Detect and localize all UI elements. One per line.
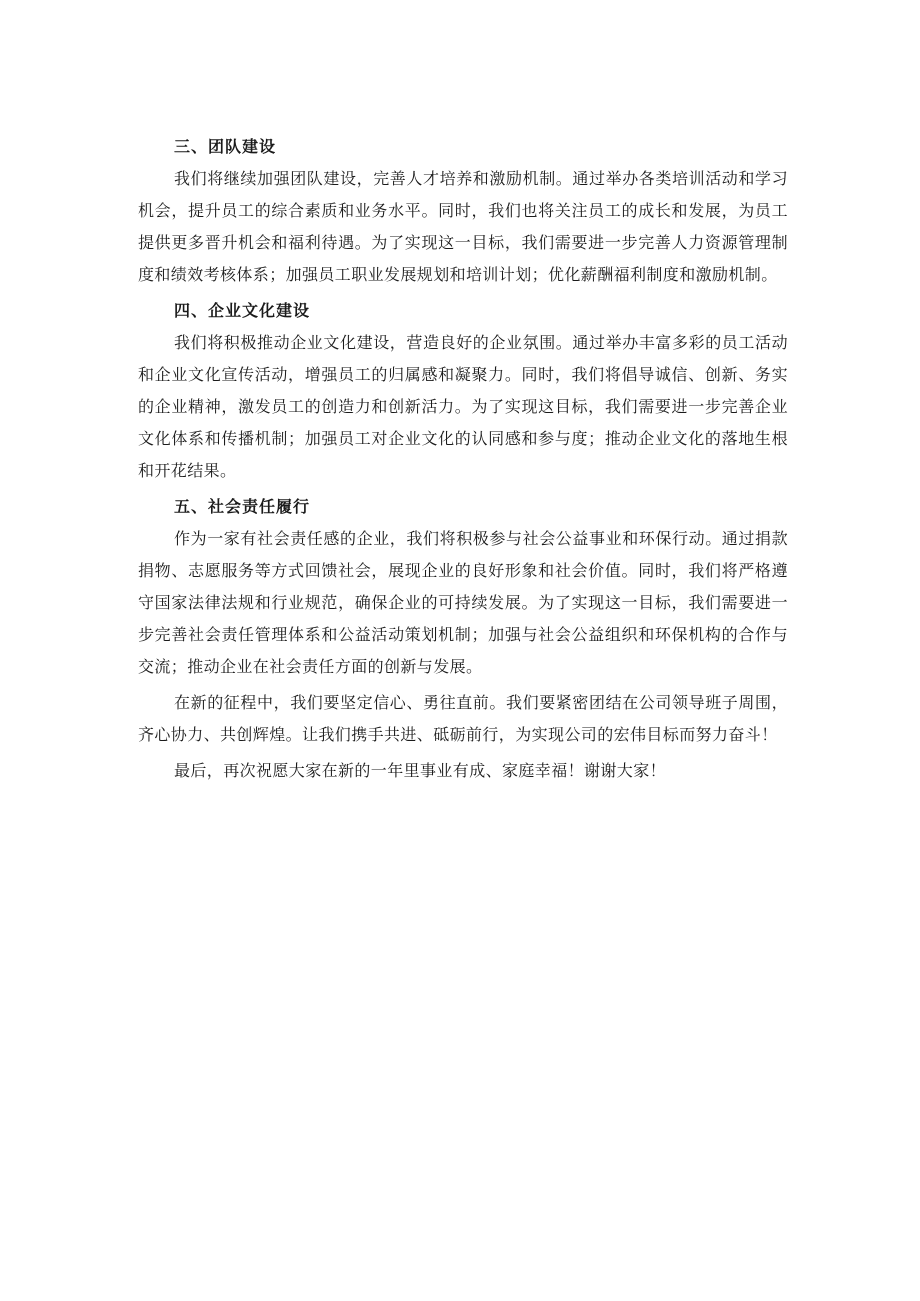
- section-paragraph-social-responsibility: 作为一家有社会责任感的企业，我们将积极参与社会公益事业和环保行动。通过捐款捐物、志愿服务等方式回馈社会，展现企业的良好形象和社会价值。同时，我们将严格遵守国家法律法规和行业规范，确保企业的可持续发展。为了实现这一目标，我们需要进一步完善社会责任管理体系和公益活动策划机制；加强与社会公益组织和环保机构的合作与交流；推动企业在社会责任方面的创新与发展。: [138, 529, 788, 676]
- document-body: [138, 131, 788, 787]
- section-heading-social-responsibility: 五、社会责任履行: [174, 497, 311, 516]
- section-heading-culture: 四、企业文化建设: [174, 301, 311, 320]
- section-paragraph-team: 我们将继续加强团队建设，完善人才培养和激励机制。通过举办各类培训活动和学习机会，提升员工的综合素质和业务水平。同时，我们也将关注员工的成长和发展，为员工提供更多晋升机会和福利待遇。为了实现这一目标，我们需要进一步完善人力资源管理制度和绩效考核体系；加强员工职业发展规划和培训计划；优化薪酬福利制度和激励机制。: [138, 169, 788, 284]
- closing-paragraph: 在新的征程中，我们要坚定信心、勇往直前。我们要紧密团结在公司领导班子周围，齐心协力、共创辉煌。让我们携手共进、砥砺前行，为实现公司的宏伟目标而努力奋斗！: [138, 693, 788, 744]
- closing-thanks-paragraph: 最后，再次祝愿大家在新的一年里事业有成、家庭幸福！谢谢大家！: [174, 761, 667, 780]
- section-paragraph-culture: 我们将积极推动企业文化建设，营造良好的企业氛围。通过举办丰富多彩的员工活动和企业文化宣传活动，增强员工的归属感和凝聚力。同时，我们将倡导诚信、创新、务实的企业精神，激发员工的创造力和创新活力。为了实现这目标，我们需要进一步完善企业文化体系和传播机制；加强员工对企业文化的认同感和参与度；推动企业文化的落地生根和开花结果。: [138, 333, 788, 480]
- section-heading-team: 三、团队建设: [174, 137, 277, 156]
